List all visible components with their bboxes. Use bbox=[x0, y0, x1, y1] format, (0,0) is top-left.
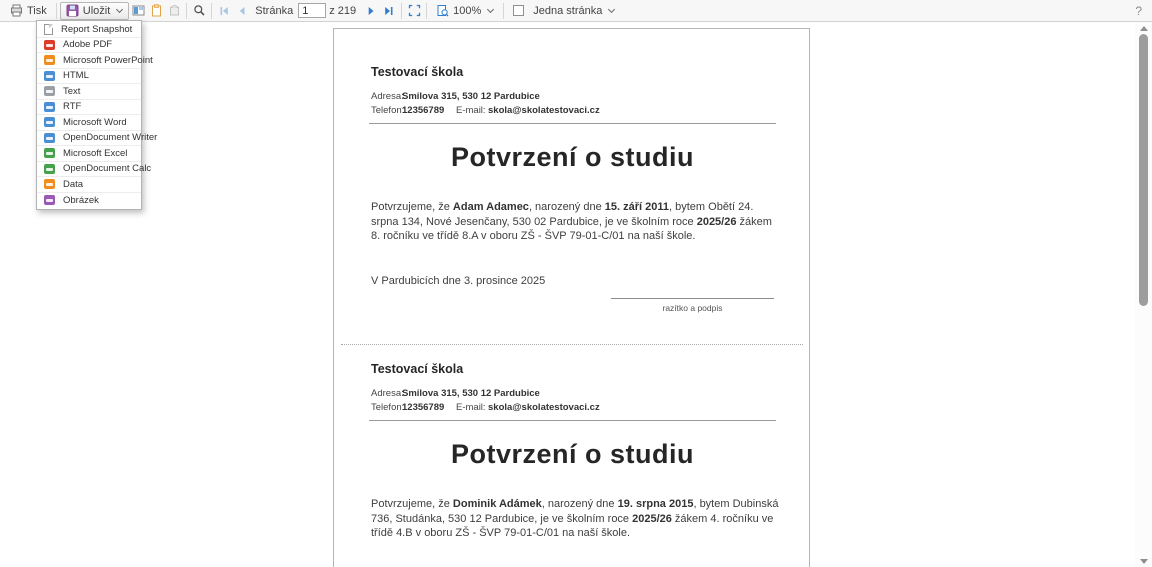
menu-item-ods[interactable] bbox=[37, 162, 152, 178]
phone-value: 12356789 bbox=[402, 402, 445, 413]
one-page-checkbox[interactable] bbox=[513, 5, 524, 16]
menu-item-word[interactable] bbox=[37, 115, 141, 131]
ods-file-icon bbox=[44, 164, 55, 174]
bookmarks-panel-button[interactable] bbox=[129, 2, 147, 20]
certificate-body: Potvrzujeme, že Adam Adamec, narozený dne 15. září 2011, bytem Obětí 24. srpna 134, Nové Jesenčany, 530 02 Pardubice, je ve školním roce 2025/26 žákem 8. ročníku ve třídě 8.A v oboru ZŠ - ŠVP 79-01-C/01 na naší škole. bbox=[371, 201, 772, 242]
header-divider bbox=[369, 123, 776, 124]
vertical-scrollbar[interactable] bbox=[1135, 22, 1152, 567]
bookmarks-icon bbox=[132, 4, 145, 17]
save-menu bbox=[36, 20, 158, 210]
menu-item-label: OpenDocument Writer bbox=[63, 132, 158, 144]
data-file-icon bbox=[44, 179, 55, 189]
zoom-value-label: 100% bbox=[453, 4, 482, 17]
word-file-icon bbox=[44, 117, 55, 127]
zoom-page-icon bbox=[436, 4, 449, 17]
address-label: Adresa: bbox=[371, 91, 404, 102]
previous-page-icon bbox=[236, 5, 248, 17]
chevron-down-icon bbox=[487, 5, 494, 12]
header-divider bbox=[369, 420, 776, 421]
menu-item-label: Obrázek bbox=[63, 194, 99, 206]
phone-email-row bbox=[371, 402, 801, 414]
address-row bbox=[371, 91, 801, 103]
email-value: skola@skolatestovaci.cz bbox=[488, 402, 600, 413]
address-row bbox=[371, 388, 801, 400]
email-label: E-mail: bbox=[456, 402, 486, 413]
school-name: Testovací škola bbox=[371, 362, 464, 376]
image-file-icon bbox=[44, 195, 55, 205]
certificate-section bbox=[334, 65, 809, 365]
search-icon bbox=[193, 4, 206, 17]
parameters-clipboard-icon bbox=[150, 4, 163, 17]
certificate-body: Potvrzujeme, že Dominik Adámek, narozený dne 19. srpna 2015, bytem Dubinská 736, Studánka, 530 12 Pardubice, je ve školním roce 2025/26 žákem 4. ročníku ve třídě 4.B v oboru ZŠ - ŠVP 79-01-C/01 na naší škole. bbox=[371, 498, 779, 539]
one-page-label: Jedna stránka bbox=[533, 4, 603, 17]
first-page-icon bbox=[218, 5, 230, 17]
rtf-file-icon bbox=[44, 102, 55, 112]
arrow-up-icon bbox=[1140, 26, 1148, 31]
zoom-button[interactable] bbox=[430, 2, 500, 20]
phone-email-row bbox=[371, 105, 801, 117]
arrow-down-icon bbox=[1140, 559, 1148, 564]
previous-page-button[interactable] bbox=[233, 2, 251, 20]
address-value: Smilova 315, 530 12 Pardubice bbox=[402, 388, 540, 399]
menu-item-label: Microsoft Excel bbox=[63, 147, 128, 159]
toolbar-separator bbox=[503, 3, 504, 19]
phone-value: 12356789 bbox=[402, 105, 445, 116]
parameters-panel-button[interactable] bbox=[147, 2, 165, 20]
toolbar-separator bbox=[186, 3, 187, 19]
last-page-button[interactable] bbox=[380, 2, 398, 20]
certificate-title: Potvrzení o studiu bbox=[450, 142, 694, 172]
last-page-icon bbox=[383, 5, 395, 17]
page-cut-divider bbox=[341, 344, 803, 345]
menu-item-report-snapshot[interactable] bbox=[37, 22, 141, 38]
first-page-button[interactable] bbox=[215, 2, 233, 20]
address-label: Adresa: bbox=[371, 388, 404, 399]
toolbar-separator bbox=[211, 3, 212, 19]
chevron-down-icon bbox=[608, 5, 615, 12]
help-button[interactable]: ? bbox=[1135, 3, 1142, 18]
menu-item-label: Text bbox=[63, 85, 81, 97]
full-screen-button[interactable] bbox=[405, 2, 423, 20]
toolbar-separator bbox=[401, 3, 402, 19]
menu-item-powerpoint[interactable] bbox=[37, 53, 153, 69]
menu-item-label: RTF bbox=[63, 101, 82, 113]
menu-item-label: Microsoft PowerPoint bbox=[63, 54, 153, 66]
menu-item-excel[interactable] bbox=[37, 146, 141, 162]
box-icon bbox=[168, 4, 181, 17]
phone-label: Telefon: bbox=[371, 105, 405, 116]
page-label: Stránka bbox=[255, 4, 294, 17]
powerpoint-file-icon bbox=[44, 55, 55, 65]
excel-file-icon bbox=[44, 148, 55, 158]
signature-caption: razítko a podpis bbox=[662, 303, 723, 313]
menu-item-pdf[interactable] bbox=[37, 38, 141, 54]
print-button-label: Tisk bbox=[27, 4, 47, 17]
find-button[interactable] bbox=[190, 2, 208, 20]
toolbar-separator bbox=[426, 3, 427, 19]
school-name: Testovací škola bbox=[371, 65, 464, 79]
menu-item-label: Data bbox=[63, 178, 84, 190]
scroll-down-button[interactable] bbox=[1135, 555, 1152, 567]
odt-file-icon bbox=[44, 133, 55, 143]
address-value: Smilova 315, 530 12 Pardubice bbox=[402, 91, 540, 102]
menu-item-label: Report Snapshot bbox=[61, 23, 133, 35]
menu-item-rtf[interactable] bbox=[37, 100, 141, 116]
toolbar bbox=[0, 0, 1152, 22]
certificate-section bbox=[334, 362, 809, 567]
signature-line bbox=[611, 298, 774, 299]
menu-item-label: OpenDocument Calc bbox=[63, 163, 152, 175]
report-snapshot-file-icon bbox=[44, 24, 53, 35]
date-line: V Pardubicích dne 3. prosince 2025 bbox=[371, 275, 546, 287]
menu-item-html[interactable] bbox=[37, 69, 141, 85]
certificate-title: Potvrzení o studiu bbox=[450, 439, 694, 469]
save-floppy-icon bbox=[66, 4, 79, 17]
toolbar-separator bbox=[56, 3, 57, 19]
document-viewer bbox=[0, 22, 1135, 567]
page-number-input[interactable] bbox=[298, 3, 326, 18]
menu-item-text[interactable] bbox=[37, 84, 141, 100]
menu-item-image[interactable] bbox=[37, 193, 141, 209]
next-page-button[interactable] bbox=[362, 2, 380, 20]
menu-item-data[interactable] bbox=[37, 177, 141, 193]
full-screen-icon bbox=[408, 4, 421, 17]
page-total-label: z 219 bbox=[329, 4, 357, 17]
chevron-down-icon bbox=[116, 5, 123, 12]
save-button-label: Uložit bbox=[82, 4, 111, 17]
resources-button[interactable] bbox=[165, 2, 183, 20]
menu-item-label: Adobe PDF bbox=[63, 39, 113, 51]
save-button[interactable] bbox=[60, 2, 130, 20]
print-button[interactable] bbox=[4, 2, 53, 20]
printer-icon bbox=[10, 4, 23, 17]
paper bbox=[333, 28, 810, 567]
menu-item-odt[interactable] bbox=[37, 131, 158, 147]
text-file-icon bbox=[44, 86, 55, 96]
next-page-icon bbox=[365, 5, 377, 17]
menu-item-label: HTML bbox=[63, 70, 89, 82]
html-file-icon bbox=[44, 71, 55, 81]
pdf-file-icon bbox=[44, 40, 55, 50]
menu-item-label: Microsoft Word bbox=[63, 116, 127, 128]
phone-label: Telefon: bbox=[371, 402, 405, 413]
one-page-toggle[interactable] bbox=[507, 2, 621, 20]
scrollbar-thumb[interactable] bbox=[1139, 34, 1148, 306]
email-label: E-mail: bbox=[456, 105, 486, 116]
scroll-up-button[interactable] bbox=[1135, 22, 1152, 34]
email-value: skola@skolatestovaci.cz bbox=[488, 105, 600, 116]
